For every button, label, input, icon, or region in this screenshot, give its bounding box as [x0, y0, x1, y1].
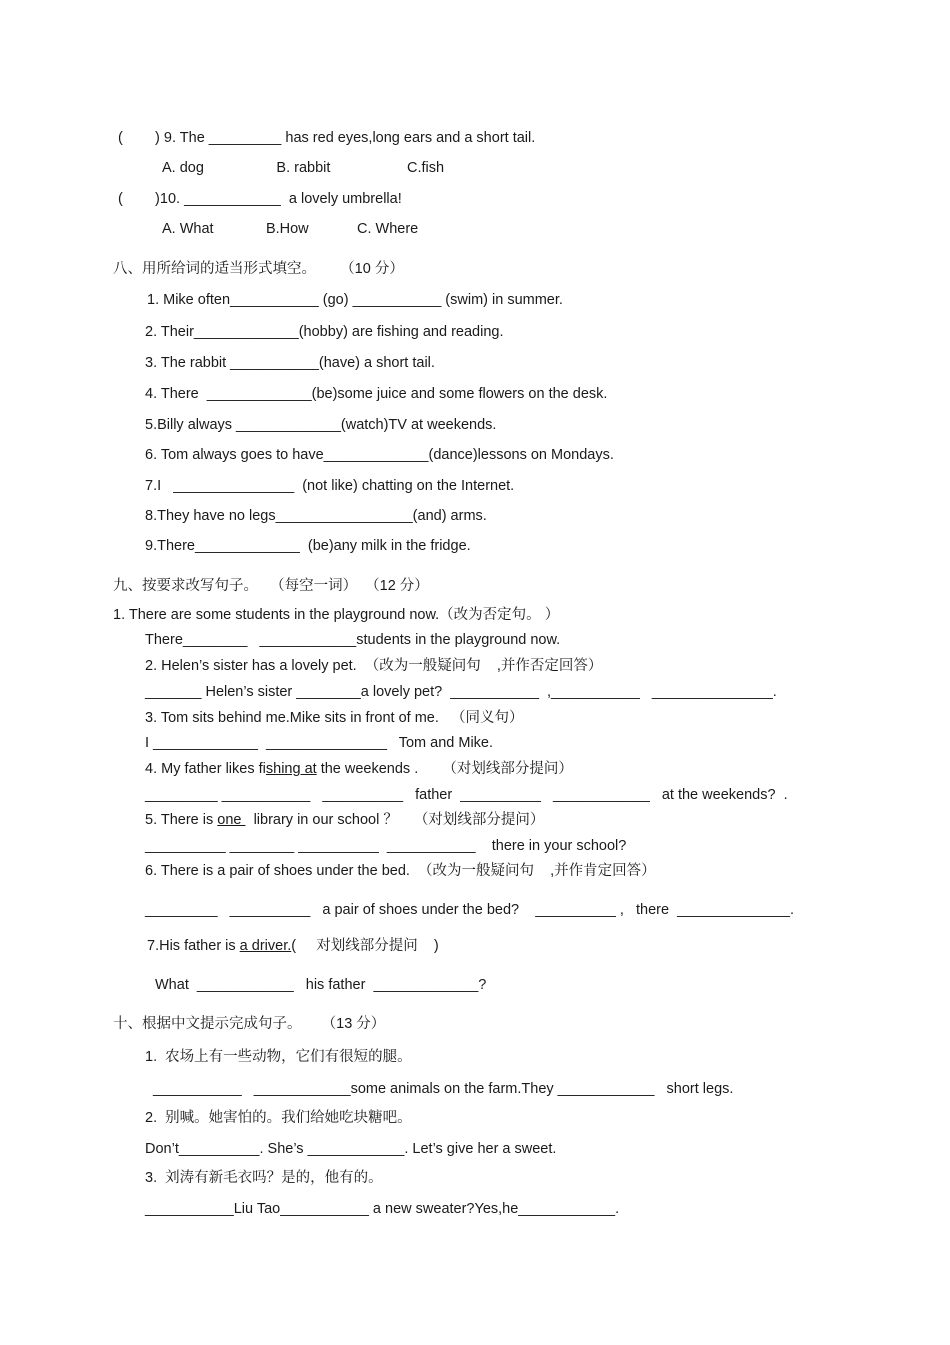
s9-q5-underlined: one: [217, 812, 246, 828]
s9-q4-underlined: shing at: [265, 761, 317, 777]
s10-q3-cn: 3. 刘涛有新毛衣吗？是的，他有的。: [145, 1170, 383, 1186]
section10-heading: 十、根据中文提示完成句子。 （13 分）: [113, 1016, 386, 1032]
section8-heading: 八、用所给词的适当形式填空。 （10 分）: [113, 261, 404, 277]
s9-q3: 3. Tom sits behind me.Mike sits in front of me. （同义句）: [145, 710, 524, 726]
s9-q3-answer: I _____________ _______________ Tom and Mike.: [145, 735, 494, 751]
s9-q5-post: library in our school ？ （对划线部分提问）: [245, 812, 545, 828]
s9-q7-answer: What ____________ his father _____________?: [155, 977, 487, 993]
s9-q7-post: ( 对划线部分提问 ): [291, 938, 439, 954]
q9-options: A. dog B. rabbit C.fish: [162, 160, 445, 176]
s8-item-6: 6. Tom always goes to have_____________(dance)lessons on Mondays.: [145, 447, 614, 463]
s9-q4-pre: 4. My father likes fi: [145, 761, 266, 777]
s9-q7-pre: 7.His father is: [147, 938, 240, 954]
s9-q5-answer: __________ ________ __________ ___________ there in your school?: [145, 838, 627, 854]
s9-q7-underlined: a driver.: [239, 938, 292, 954]
q10-options: A. What B.How C. Where: [162, 221, 419, 237]
s10-q2-answer: Don’t__________. She’s ____________. Let’s give her a sweet.: [145, 1141, 557, 1157]
q10-text: ( )10. ____________ a lovely umbrella!: [118, 191, 402, 207]
q9-text: ( ) 9. The _________ has red eyes,long ears and a short tail.: [118, 130, 536, 146]
s9-q6: 6. There is a pair of shoes under the bed. （改为一般疑问句 ,并作肯定回答）: [145, 863, 656, 879]
section9-heading: 九、按要求改写句子。 （每空一词） （12 分）: [113, 578, 429, 594]
s8-item-2: 2. Their_____________(hobby) are fishing and reading.: [145, 324, 504, 340]
s9-q2-answer: _______ Helen’s sister ________a lovely pet? ___________ ,___________ _______________.: [145, 684, 777, 700]
s10-q1-cn: 1. 农场上有一些动物，它们有很短的腿。: [145, 1049, 412, 1065]
s9-q6-answer: _________ __________ a pair of shoes under the bed? __________ , there ______________.: [145, 902, 795, 918]
s9-q1-answer: There________ ____________students in the playground now.: [145, 632, 561, 648]
s8-item-8: 8.They have no legs_________________(and) arms.: [145, 508, 487, 524]
s9-q4-answer: _________ ___________ __________ father __________ ____________ at the weekends? .: [145, 787, 788, 803]
s9-q5-pre: 5. There is: [145, 812, 218, 828]
s10-q3-answer: ___________Liu Tao___________ a new sweater?Yes,he____________.: [145, 1201, 620, 1217]
s8-item-3: 3. The rabbit ___________(have) a short tail.: [145, 355, 435, 371]
s9-q4: [145, 760, 573, 778]
s8-item-7: 7.I _______________ (not like) chatting on the Internet.: [145, 478, 515, 494]
s8-item-9: 9.There_____________ (be)any milk in the fridge.: [145, 538, 471, 554]
s9-q1: 1. There are some students in the playground now.（改为否定句。 ）: [113, 607, 560, 623]
s9-q7: [147, 937, 439, 955]
s9-q2: 2. Helen’s sister has a lovely pet. （改为一般疑问句 ,并作否定回答）: [145, 658, 603, 674]
s9-q5: [145, 811, 544, 829]
s8-item-1: 1. Mike often___________ (go) ___________ (swim) in summer.: [147, 292, 563, 308]
s8-item-5: 5.Billy always _____________(watch)TV at weekends.: [145, 417, 497, 433]
s10-q1-answer: ___________ ____________some animals on the farm.They ____________ short legs.: [153, 1081, 734, 1097]
s8-item-4: 4. There _____________(be)some juice and some flowers on the desk.: [145, 386, 608, 402]
s9-q4-post: the weekends . （对划线部分提问）: [316, 761, 573, 777]
s10-q2-cn: 2. 别喊。她害怕的。我们给她吃块糖吧。: [145, 1110, 412, 1126]
